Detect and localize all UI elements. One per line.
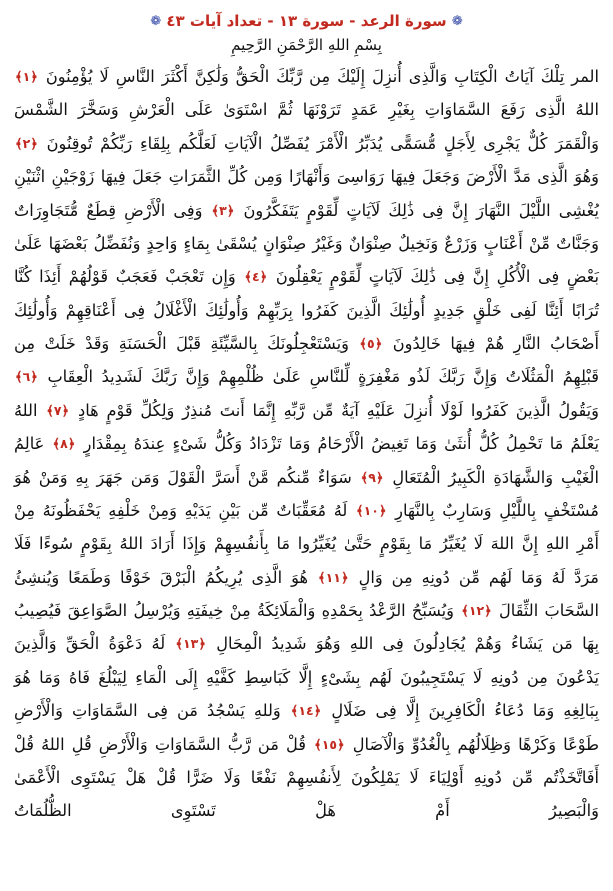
ayah-marker: ﴿٥﴾: [359, 336, 383, 352]
ornament-left-icon: ❁: [451, 14, 463, 29]
ayah-marker: ﴿١١﴾: [318, 569, 349, 586]
ayah-number: ١٠: [363, 502, 379, 518]
ayah-marker: ﴿٦﴾: [15, 369, 38, 386]
ayah-marker: ﴿١٢﴾: [461, 603, 492, 619]
ayah-number: ١٢: [468, 603, 485, 618]
verse-text: وَيَسْتَعْجِلُونَكَ بِالسَّيِّئَةِ قَبْلَ الْحَسَنَةِ وَقَدْ خَلَتْ مِن قَبْلِهِمُ الْمَثُلَاتُ وَإِنَّ رَبَّكَ لَذُو مَغْفِرَةٍ لِّلنَّاسِ عَلَىٰ ظُلْمِهِمْ وَإِنَّ رَبَّكَ لَشَدِيدُ الْعِقَابِ: [14, 334, 599, 387]
ayah-marker: ﴿٧﴾: [46, 402, 70, 419]
verse-text: هُوَ الَّذِى يُرِيكُمُ الْبَرْقَ خَوْفًا وَطَمَعًا وَيُنشِئُ السَّحَابَ الثِّقَالَ: [14, 567, 599, 620]
verse-text: قُلْ مَن رَّبُّ السَّمَاوَاتِ وَالْأَرْضِ قُلِ اللهُ قُلْ أَفَاتَّخَذْتُم مِّن دُونِهِ أَوْلِيَاءَ لَا يَمْلِكُونَ لِأَنفُسِهِمْ نَفْعًا وَلَا ضَرًّا قُلْ هَلْ يَسْتَوِى الْأَعْمَىٰ وَالْبَصِيرُ أَمْ هَلْ تَسْتَوِى الظُّلُمَاتُ: [14, 734, 599, 821]
verse-text: عَالِمُ الْغَيْبِ وَالشَّهَادَةِ الْكَبِيرُ الْمُتَعَالِ: [14, 434, 599, 487]
ayah-marker: ﴿١٣﴾: [175, 636, 206, 653]
verse-text: وَللهِ يَسْجُدُ مَن فِى السَّمَاوَاتِ وَالْأَرْضِ طَوْعًا وَكَرْهًا وَظِلَالُهُم بِالْغُدُوِّ وَالْآصَالِ: [14, 701, 599, 754]
verse-text: وَيُسَبِّحُ الرَّعْدُ بِحَمْدِهِ وَالْمَلَائِكَةُ مِنْ خِيفَتِهِ وَيُرْسِلُ الصَّوَاعِقَ فَيُصِيبُ بِهَا مَن يَشَاءُ وَهُمْ يُجَادِلُونَ فِى اللهِ وَهُوَ شَدِيدُ الْمِحَالِ: [14, 601, 599, 654]
basmala: بِسْمِ اللهِ الرَّحْمَنِ الرَّحِيمِ: [231, 36, 382, 54]
verse-text: المر تِلْكَ آيَاتُ الْكِتَابِ وَالَّذِى أُنزِلَ إِلَيْكَ مِن رَّبِّكَ الْحَقُّ وَلَٰكِنَّ أَكْثَرَ النَّاسِ لَا يُؤْمِنُونَ: [45, 67, 599, 86]
ayah-number: ٤: [251, 269, 260, 285]
ayah-marker: ﴿١٠﴾: [355, 502, 387, 519]
ayah-number: ٥: [367, 336, 375, 351]
ayah-marker: ﴿١﴾: [15, 69, 38, 85]
verse-text: لَهُ دَعْوَةُ الْحَقِّ وَالَّذِينَ يَدْعُونَ مِن دُونِهِ لَا يَسْتَجِيبُونَ لَهُم بِشَىْءٍ إِلَّا كَبَاسِطِ كَفَّيْهِ إِلَى الْمَاءِ لِيَبْلُغَ فَاهُ وَمَا هُوَ بِبَالِغِهِ وَمَا دُعَاءُ الْكَافِرِينَ إِلَّا فِى ضَلَالٍ: [14, 634, 600, 721]
verse-text: وَإِن تَعْجَبْ فَعَجَبٌ قَوْلُهُمْ أَئِذَا كُنَّا تُرَابًا أَئِنَّا لَفِى خَلْقٍ جَدِيدٍ أُولَٰئِكَ الَّذِينَ كَفَرُوا بِرَبِّهِمْ وَأُولَٰئِكَ الْأَغْلَالُ فِى أَعْنَاقِهِمْ وَأُولَٰئِكَ أَصْحَابُ النَّارِ هُمْ فِيهَا خَالِدُونَ: [14, 267, 600, 353]
verse-text: وَيَقُولُ الَّذِينَ كَفَرُوا لَوْلَا أُنزِلَ عَلَيْهِ آيَةٌ مِّن رَّبِّهِ إِنَّمَا أَنتَ مُنذِرٌ وَلِكُلِّ قَوْمٍ هَادٍ: [77, 400, 599, 420]
ayah-number: ١٥: [321, 736, 337, 752]
ayah-number: ١٣: [183, 636, 199, 652]
ayah-marker: ﴿٣﴾: [211, 202, 235, 219]
ayah-marker: ﴿١٥﴾: [314, 736, 345, 753]
verse-text: اللهُ الَّذِى رَفَعَ السَّمَاوَاتِ بِغَيْرِ عَمَدٍ تَرَوْنَهَا ثُمَّ اسْتَوَىٰ عَلَى الْعَرْشِ وَسَخَّرَ الشَّمْسَ وَالْقَمَرَ كُلٌّ يَجْرِى لِأَجَلٍ مُّسَمًّى يُدَبِّرُ الْأَمْرَ يُفَصِّلُ الْآيَاتِ لَعَلَّكُم بِلِقَاءِ رَبِّكُمْ تُوقِنُونَ: [14, 100, 599, 153]
ayah-marker: ﴿٩﴾: [360, 469, 384, 486]
surah-body: [14, 60, 599, 828]
ayah-number: ٩: [368, 469, 376, 485]
ayah-marker: ﴿٨﴾: [52, 436, 76, 453]
ayah-number: ١: [22, 69, 31, 84]
ayah-number: ٨: [60, 436, 68, 452]
verse-text: سَوَاءٌ مِّنكُم مَّنْ أَسَرَّ الْقَوْلَ وَمَن جَهَرَ بِهِ وَمَنْ هُوَ مُسْتَخْفٍ بِاللَّيْلِ وَسَارِبٌ بِالنَّهَارِ: [14, 467, 599, 520]
ayah-number: ٧: [53, 402, 62, 418]
ayah-marker: ﴿٢﴾: [15, 135, 38, 152]
ayah-number: ١٤: [298, 703, 314, 719]
verse-text: وَهُوَ الَّذِى مَدَّ الْأَرْضَ وَجَعَلَ فِيهَا رَوَاسِىَ وَأَنْهَارًا وَمِن كُلِّ الثَّمَرَاتِ جَعَلَ فِيهَا زَوْجَيْنِ اثْنَيْنِ يُغْشِى اللَّيْلَ النَّهَارَ إِنَّ فِى ذَٰلِكَ لَآيَاتٍ لِّقَوْمٍ يَتَفَكَّرُونَ: [14, 167, 599, 220]
verse-text: وَفِى الْأَرْضِ قِطَعٌ مُّتَجَاوِرَاتٌ وَجَنَّاتٌ مِّنْ أَعْنَابٍ وَزَرْعٌ وَنَخِيلٌ صِنْوَانٌ وَغَيْرُ صِنْوَانٍ يُسْقَىٰ بِمَاءٍ وَاحِدٍ وَنُفَضِّلُ بَعْضَهَا عَلَىٰ بَعْضٍ فِى الْأُكُلِ إِنَّ فِى ذَٰلِكَ لَآيَاتٍ لِّقَوْمٍ يَعْقِلُونَ: [14, 200, 599, 287]
ayah-marker: ﴿١٤﴾: [290, 703, 322, 720]
page-header: [14, 12, 599, 30]
surah-title: سورة الرعد - سورة ١٣ - تعداد آيات ٤٣: [166, 12, 447, 30]
ayah-number: ٦: [22, 369, 31, 385]
verse-text: اللهُ يَعْلَمُ مَا تَحْمِلُ كُلُّ أُنثَىٰ وَمَا تَغِيضُ الْأَرْحَامُ وَمَا تَزْدَادُ وَكُلُّ شَىْءٍ عِندَهُ بِمِقْدَارٍ: [14, 400, 599, 454]
ornament-right-icon: ❁: [150, 14, 162, 29]
verse-text: لَهُ مُعَقِّبَاتٌ مِّن بَيْنِ يَدَيْهِ وَمِنْ خَلْفِهِ يَحْفَظُونَهُ مِنْ أَمْرِ اللهِ إِنَّ اللهَ لَا يُغَيِّرُ مَا بِقَوْمٍ حَتَّىٰ يُغَيِّرُوا مَا بِأَنفُسِهِمْ وَإِذَا أَرَادَ اللهُ بِقَوْمٍ سُوءًا فَلَا مَرَدَّ لَهُ وَمَا لَهُم مِّن دُونِهِ مِن وَالٍ: [14, 500, 599, 587]
ayah-number: ٣: [219, 202, 227, 218]
ayah-number: ٢: [22, 135, 31, 151]
ayah-number: ١١: [325, 569, 341, 585]
ayah-marker: ﴿٤﴾: [244, 269, 268, 286]
